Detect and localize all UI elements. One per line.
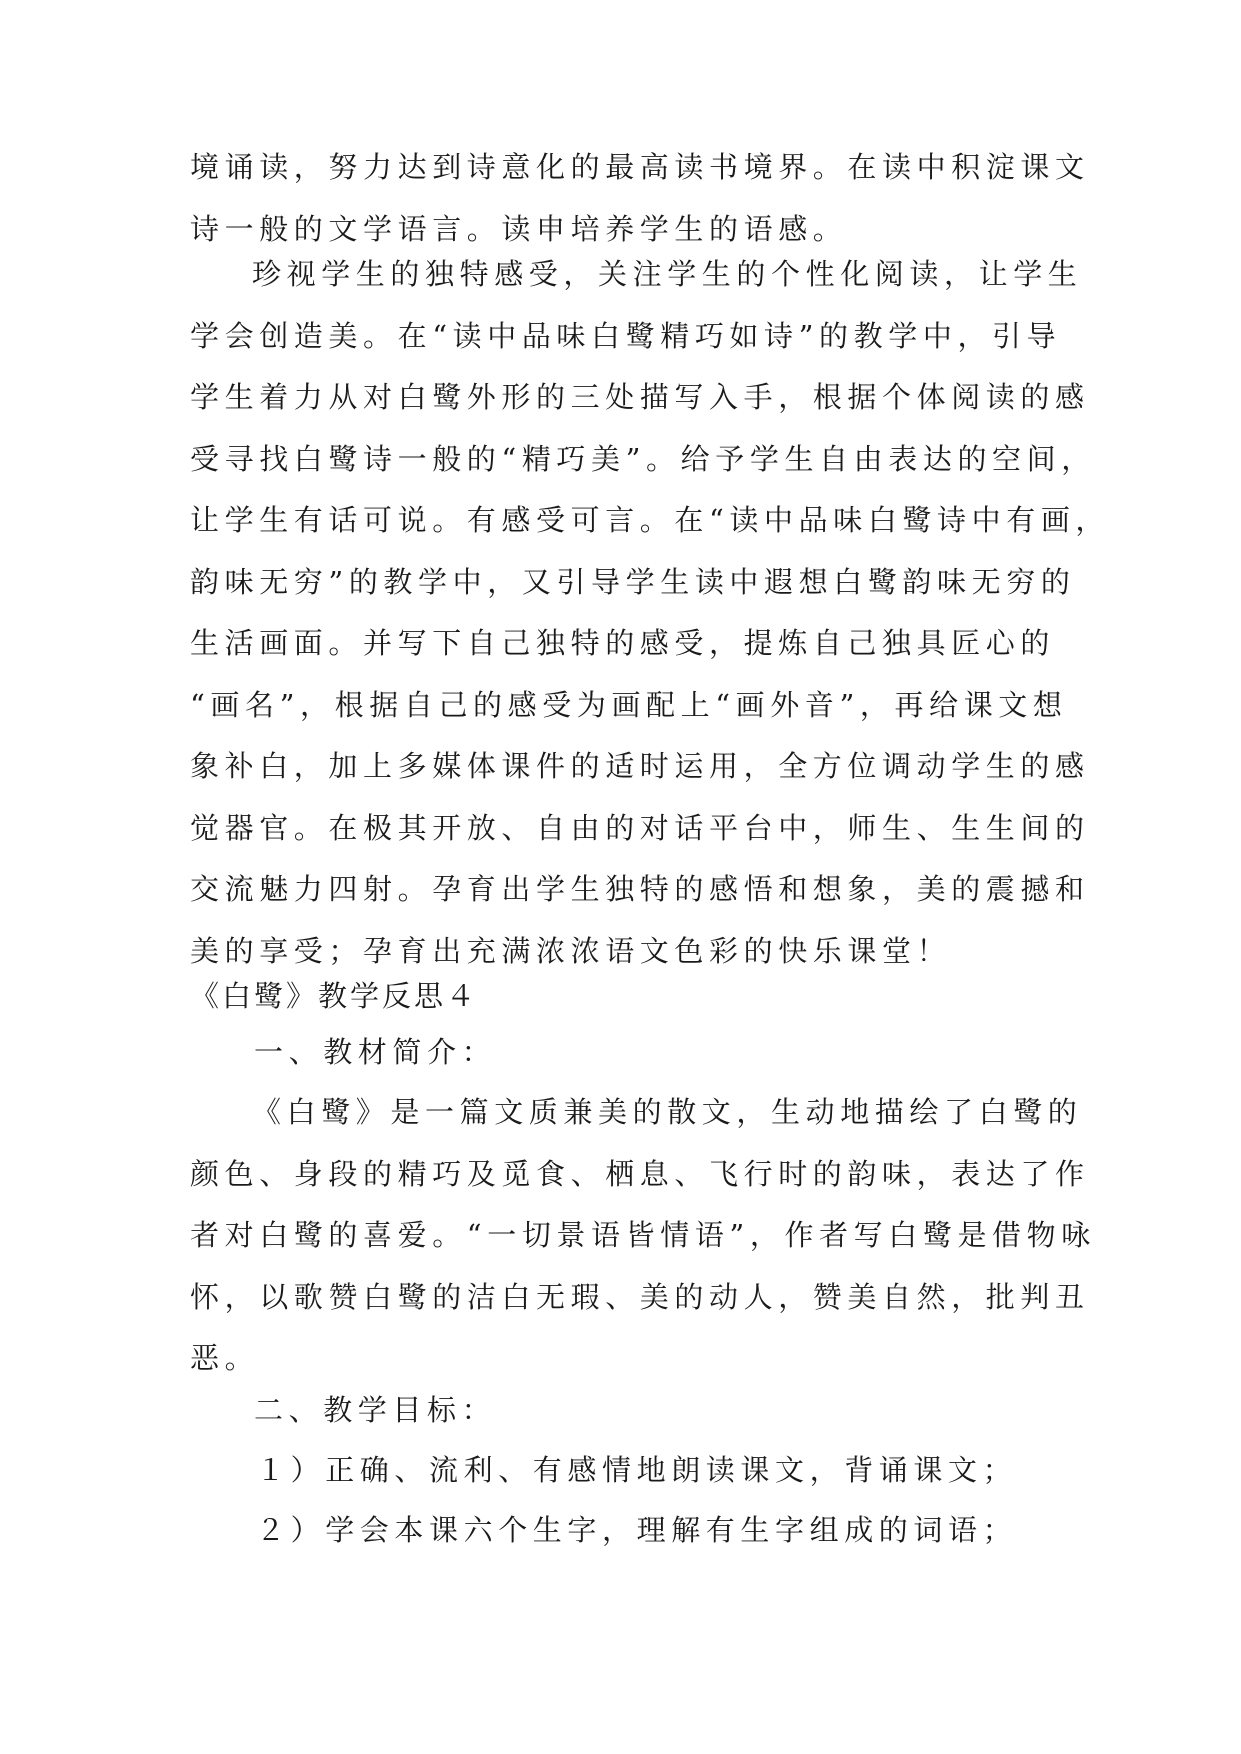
text-line: 恶。: [190, 1341, 260, 1375]
paragraph-continuation: [190, 137, 1090, 260]
text-line: 觉器官。在极其开放、自由的对话平台中，师生、生生间的: [190, 810, 1090, 845]
text-line: 学会创造美。在“读中品味白鹭精巧如诗”的教学中，引导: [190, 318, 1062, 353]
text-line: 者对白鹭的喜爱。“一切景语皆情语”，作者写白鹭是借物咏: [190, 1218, 1096, 1252]
text-line: 珍视学生的独特感受，关注学生的个性化阅读，让学生: [252, 257, 1083, 291]
goal-item-2: ２）学会本课六个生字，理解有生字组成的词语；: [256, 1513, 1018, 1547]
text-line: 交流魅力四射。孕育出学生独特的感悟和想象，美的震撼和: [190, 872, 1090, 906]
text-line: 让学生有话可说。有感受可言。在“读中品味白鹭诗中有画，: [190, 503, 1111, 537]
text-line: 颜色、身段的精巧及觅食、栖息、飞行时的韵味，表达了作: [190, 1156, 1090, 1191]
text-line: 生活画面。并写下自己独特的感受，提炼自己独具匠心的: [190, 626, 1056, 660]
paragraph-reflection: [190, 244, 1111, 982]
text-line: 韵味无穷”的教学中，又引导学生读中遐想白鹭韵味无穷的: [190, 564, 1076, 599]
text-line: 学生着力从对白鹭外形的三处描写入手，根据个体阅读的感: [190, 380, 1090, 414]
text-line: “画名”，根据自己的感受为画配上“画外音”，再给课文想: [190, 687, 1068, 722]
text-line: 诗一般的文学语言。读申培养学生的语感。: [190, 211, 848, 246]
text-line: 怀，以歌赞白鹭的洁白无瑕、美的动人，赞美自然，批判丑: [190, 1279, 1090, 1314]
text-line: 美的享受；孕育出充满浓浓语文色彩的快乐课堂！: [190, 933, 952, 968]
text-line: 象补白，加上多媒体课件的适时运用，全方位调动学生的感: [190, 749, 1090, 783]
subheading-teaching-goals: 二、教学目标：: [254, 1393, 497, 1427]
subheading-textbook-intro: 一、教材简介：: [254, 1035, 497, 1069]
section-title: 《白鹭》教学反思４: [190, 979, 479, 1013]
paragraph-textbook-intro: [190, 1082, 1096, 1390]
text-line: 境诵读，努力达到诗意化的最高读书境界。在读中积淀课文: [190, 150, 1090, 184]
goal-item-1: １）正确、流利、有感情地朗读课文，背诵课文；: [256, 1453, 1018, 1487]
text-line: 受寻找白鹭诗一般的“精巧美”。给予学生自由表达的空间，: [190, 441, 1096, 476]
text-line: 《白鹭》是一篇文质兼美的散文，生动地描绘了白鹭的: [252, 1095, 1083, 1129]
